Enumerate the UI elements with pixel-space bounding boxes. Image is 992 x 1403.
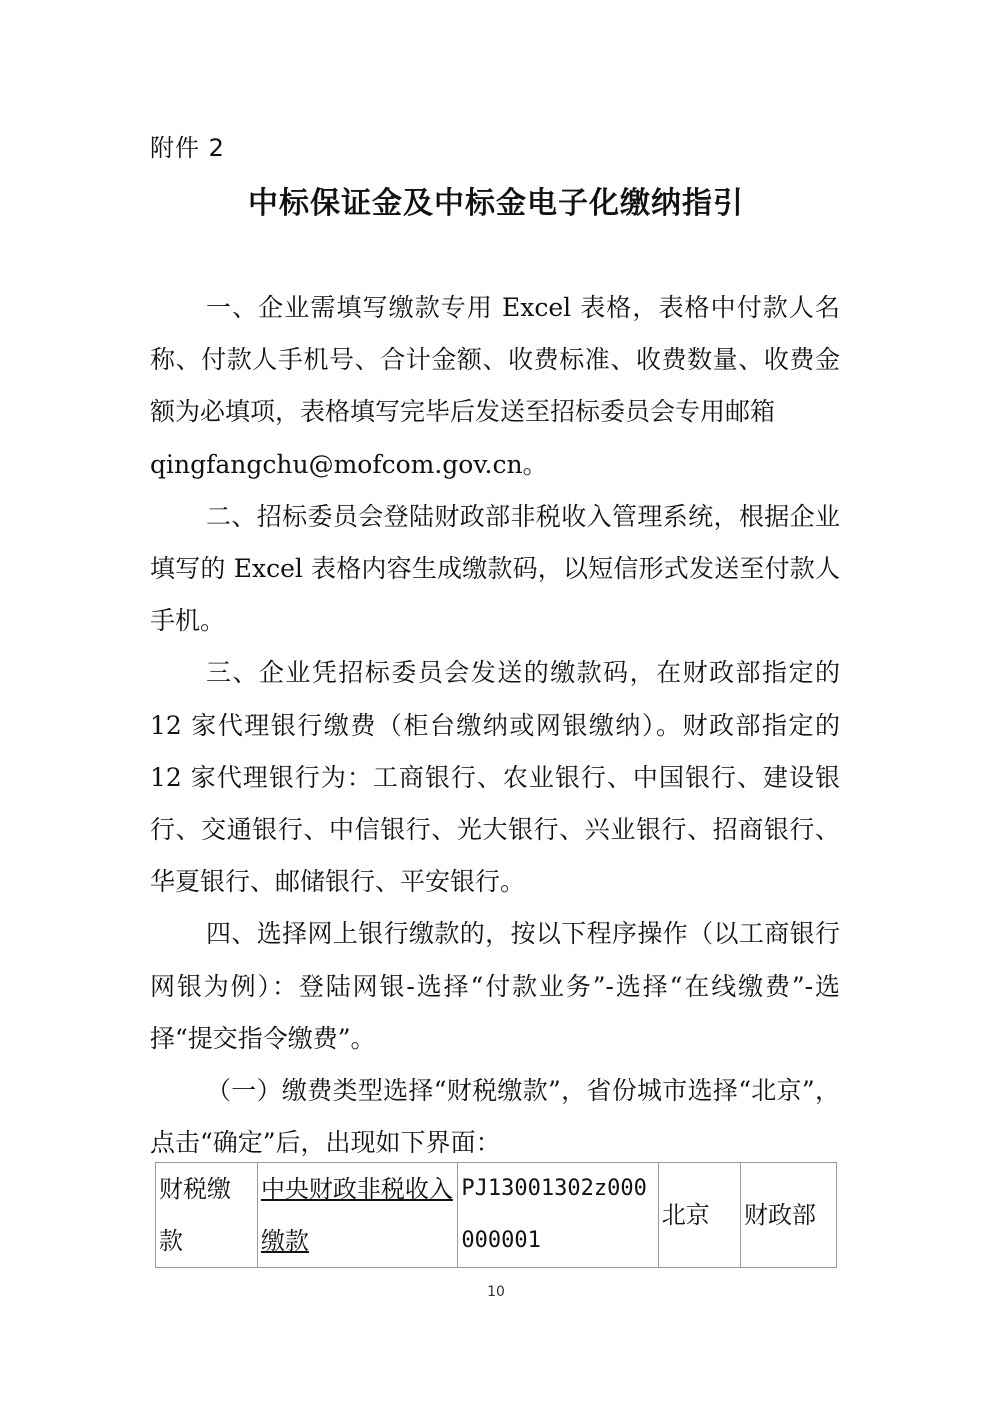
paragraph-3: 三、企业凭招标委员会发送的缴款码，在财政部指定的 12 家代理银行缴费（柜台缴纳或网银缴纳）。财政部指定的 12 家代理银行为：工商银行、农业银行、中国银行、建设银行、交通银行、中信银行、光大银行、兴业银行、招商银行、华夏银行、邮储银行、平安银行。 [150, 658, 840, 897]
payment-code-cell: PJ13001302z000000001 [458, 1163, 658, 1268]
page-number: 10 [487, 1284, 505, 1300]
payment-table [155, 1162, 837, 1268]
payment-item-link[interactable]: 中央财政非税收入缴款 [257, 1163, 457, 1268]
paragraph-1: 一、企业需填写缴款专用 Excel 表格，表格中付款人名称、付款人手机号、合计金额、收费标准、收费数量、收费金额为必填项，表格填写完毕后发送至招标委员会专用邮箱 [150, 293, 840, 427]
annex-label: 附件 2 [150, 134, 225, 162]
paragraph-5: （一）缴费类型选择“财税缴款”，省份城市选择“北京”，点击“确定”后，出现如下界面： [150, 1076, 840, 1158]
paragraph-4: 四、选择网上银行缴款的，按以下程序操作（以工商银行网银为例）：登陆网银-选择“付款业务”-选择“在线缴费”-选择“提交指令缴费”。 [150, 919, 840, 1053]
city-cell: 北京 [658, 1163, 740, 1268]
department-cell: 财政部 [740, 1163, 836, 1268]
payment-type-cell: 财税缴款 [156, 1163, 258, 1268]
paragraph-2: 二、招标委员会登陆财政部非税收入管理系统，根据企业填写的 Excel 表格内容生成缴款码，以短信形式发送至付款人手机。 [150, 501, 840, 636]
table-row [156, 1163, 837, 1268]
document-body [150, 282, 840, 1169]
document-title: 中标保证金及中标金电子化缴纳指引 [248, 186, 744, 221]
email-address: qingfangchu@mofcom.gov.cn。 [150, 449, 548, 479]
